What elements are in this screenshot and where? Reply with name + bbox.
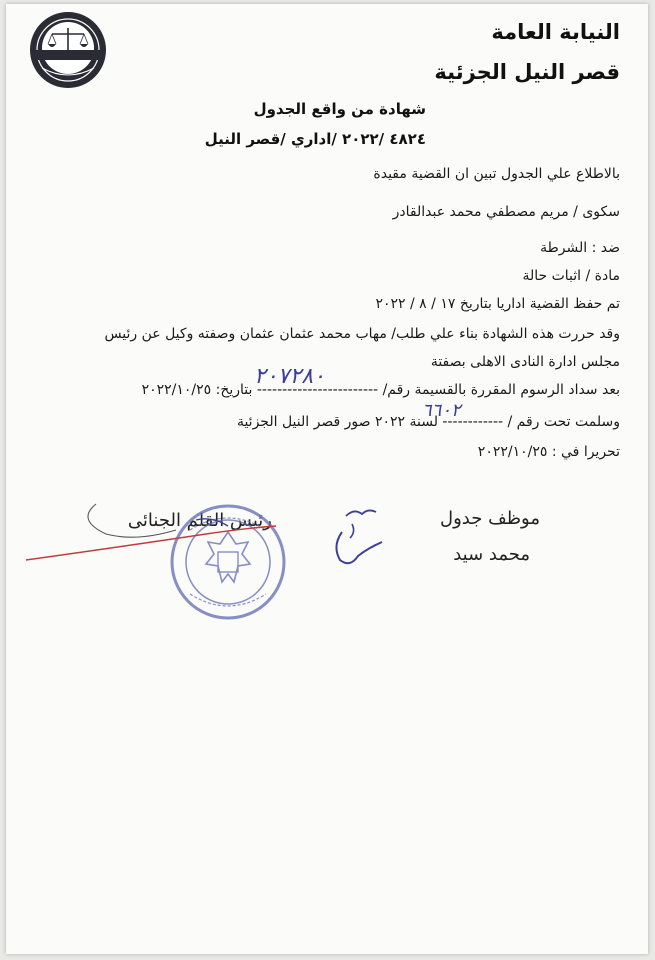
fee-date: بتاريخ: ٢٠٢٢/١٠/٢٥ [141, 382, 253, 398]
case-reference: ٤٨٢٤ /٢٠٢٢ /اداري /قصر النيل [204, 130, 426, 148]
body-line-against: ضد : الشرطة [540, 240, 620, 256]
fee-dashes: ------------------------ [256, 382, 379, 398]
fee-prefix: بعد سداد الرسوم المقررة بالقسيمة رقم/ [382, 382, 620, 398]
fee-receipt-number-handwritten: ٢٠٧٢٨٠ [254, 364, 325, 389]
head-clerk-title: رئيس القلم الجنائى [127, 510, 272, 531]
head-clerk-signature-icon [6, 490, 306, 570]
delivery-dashes: ------------ [442, 414, 504, 430]
delivery-prefix: وسلمت تحت رقم / [507, 414, 620, 430]
scales-of-justice-seal-icon [28, 10, 108, 90]
body-line-article: مادة / اثبات حالة [522, 268, 620, 284]
body-line-registration: بالاطلاع علي الجدول تبين ان القضية مقيدة [373, 166, 620, 182]
body-line-archived-date: تم حفظ القضية اداريا بتاريخ ١٧ / ٨ / ٢٠٢٢ [375, 296, 620, 312]
clerk-title: موظف جدول [440, 508, 540, 529]
delivery-suffix: لسنة ٢٠٢٢ صور قصر النيل الجزئية [236, 414, 438, 430]
certificate-title: شهادة من واقع الجدول [253, 100, 426, 118]
clerk-name: محمد سيد [453, 544, 530, 565]
clerk-signature-icon [324, 502, 394, 574]
dated-line: تحريرا في : ٢٠٢٢/١٠/٢٥ [477, 444, 620, 460]
org-name-line1: النيابة العامة [491, 20, 620, 44]
fee-line [142, 382, 620, 398]
certificate-page [6, 4, 648, 954]
body-line-requester: وقد حررت هذه الشهادة بناء علي طلب/ مهاب محمد عثمان عثمان وصفته وكيل عن رئيس [104, 326, 620, 342]
delivery-number-handwritten: ٦٦٠٢ [422, 400, 461, 421]
org-name-line2: قصر النيل الجزئية [434, 60, 620, 84]
body-line-capacity: مجلس ادارة النادى الاهلى بصفتة [430, 354, 620, 370]
body-line-complainant: سكوى / مريم مصطفي محمد عبدالقادر [392, 204, 620, 220]
